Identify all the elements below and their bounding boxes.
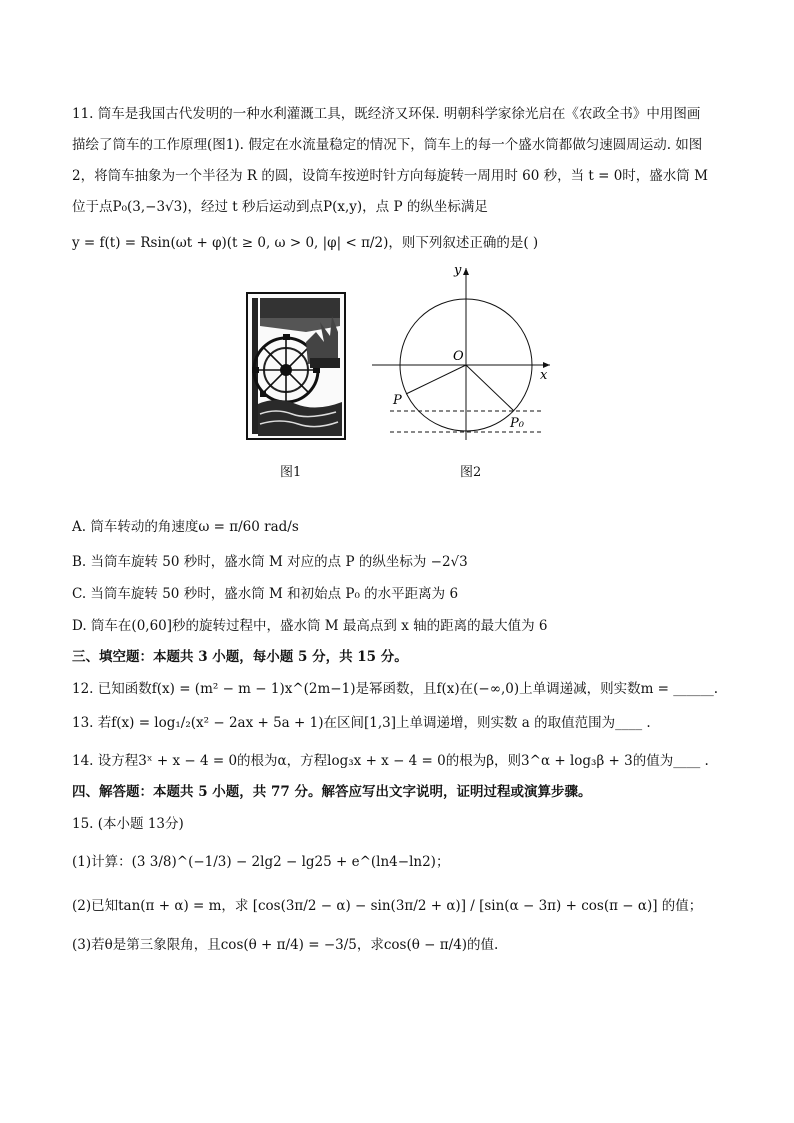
problem-11-line-1: 11. 筒车是我国古代发明的一种水利灌溉工具，既经济又环保. 明朝科学家徐光启在《农政全书》中用图画 (72, 106, 701, 122)
x-axis-label: x (540, 368, 548, 383)
figure-2-caption: 图2 (460, 465, 482, 480)
question-14: 14. 设方程3ˣ + x − 4 = 0的根为α，方程log₃x + x − 4 = 0的根为β，则3^α + log₃β + 3的值为____ . (72, 753, 709, 769)
question-12: 12. 已知函数f(x) = (m² − m − 1)x^(2m−1)是幂函数，且f(x)在(−∞,0)上单调递减，则实数m = ______. (72, 681, 719, 697)
point-p-label: P (393, 393, 402, 408)
problem-11-line-3: 2，将筒车抽象为一个半径为 R 的圆，设筒车按逆时针方向每旋转一周用时 60 秒，当 t = 0时，盛水筒 M (72, 168, 708, 184)
figure-1-caption: 图1 (280, 465, 302, 480)
figure-2-circle-diagram (368, 260, 558, 445)
question-15-part-3: (3)若θ是第三象限角，且cos(θ + π/4) = −3/5，求cos(θ − π/4)的值. (72, 937, 499, 953)
question-15-title: 15. (本小题 13分) (72, 816, 184, 832)
y-axis-label: y (454, 263, 462, 278)
option-c: C. 当筒车旋转 50 秒时，盛水筒 M 和初始点 P₀ 的水平距离为 6 (72, 586, 459, 602)
problem-11-line-2: 描绘了筒车的工作原理(图1). 假定在水流量稳定的情况下，筒车上的每一个盛水筒都做匀速圆周运动. 如图 (72, 137, 703, 153)
origin-label: O (453, 349, 464, 364)
figure-1-waterwheel-illustration (246, 292, 346, 440)
question-15-part-2: (2)已知tan(π + α) = m，求 [cos(3π/2 − α) − sin(3π/2 + α)] / [sin(α − 3π) + cos(π − α)] 的值； (72, 898, 703, 914)
problem-11-line-4: 位于点P₀(3,−3√3)，经过 t 秒后运动到点P(x,y)，点 P 的纵坐标满足 (72, 199, 488, 215)
option-d: D. 筒车在(0,60]秒的旋转过程中，盛水筒 M 最高点到 x 轴的距离的最大值为 6 (72, 618, 548, 634)
option-b: B. 当筒车旋转 50 秒时，盛水筒 M 对应的点 P 的纵坐标为 −2√3 (72, 554, 468, 570)
section-3-heading: 三、填空题：本题共 3 小题，每小题 5 分，共 15 分。 (72, 649, 408, 665)
question-13: 13. 若f(x) = log₁/₂(x² − 2ax + 5a + 1)在区间[1,3]上单调递增，则实数 a 的取值范围为____ . (72, 715, 651, 731)
problem-11-line-5: y = f(t) = Rsin(ωt + φ)(t ≥ 0, ω > 0, |φ| < π/2)，则下列叙述正确的是( ) (72, 235, 539, 251)
section-4-heading: 四、解答题：本题共 5 小题，共 77 分。解答应写出文字说明，证明过程或演算步骤。 (72, 784, 592, 800)
option-a: A. 筒车转动的角速度ω = π/60 rad/s (72, 519, 299, 535)
question-15-part-1: (1)计算：(3 3/8)^(−1/3) − 2lg2 − lg25 + e^(ln4−ln2)； (72, 854, 450, 870)
point-p0-label: P₀ (510, 416, 524, 431)
